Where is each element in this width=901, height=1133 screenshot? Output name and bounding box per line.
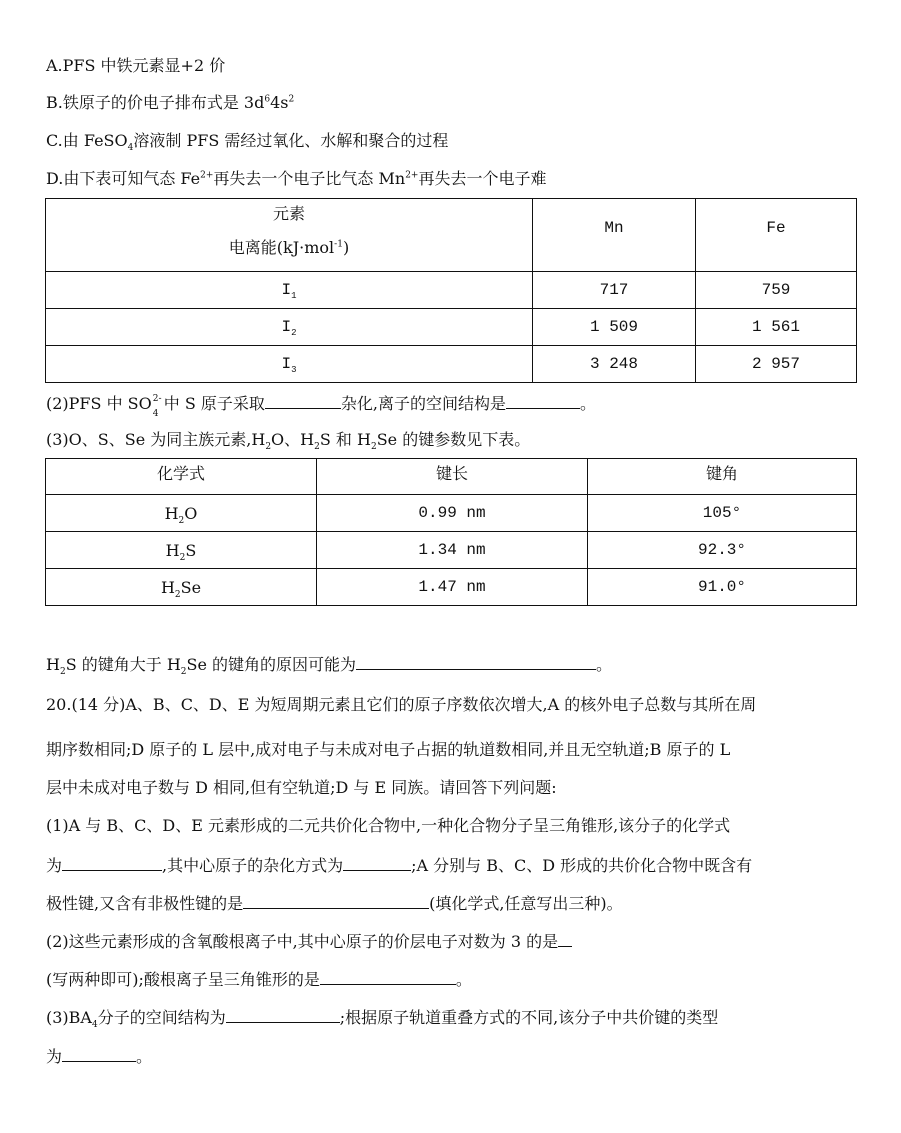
reason-line [46, 651, 612, 677]
q20-line-9 [46, 1004, 718, 1030]
q20-text-3: ;A 分别与 B、C、D 形成的共价化合物中既含有 [411, 856, 753, 875]
q20-text: (3)BA [46, 1008, 92, 1027]
cell-fe: 1 561 [696, 309, 857, 346]
bond-length-cell: 0.99 nm [317, 495, 588, 532]
answer-blank[interactable] [265, 390, 341, 409]
table-header-row [46, 199, 857, 272]
subscript: 2 [174, 589, 181, 600]
bond-angle-cell: 91.0° [588, 569, 857, 606]
option-c [46, 129, 448, 153]
formula-cell [46, 532, 317, 569]
subscript: 3 [291, 365, 297, 376]
q20-text: (1)A 与 B、C、D、E 元素形成的二元共价化合物中,一种化合物分子呈三角锥形,该分子的化学式 [46, 816, 731, 835]
subscript: 2 [265, 442, 272, 453]
q20-text: 极性键,又含有非极性键的是 [46, 894, 244, 913]
table-row [46, 495, 857, 532]
formula-text-2: S [185, 540, 197, 560]
q20-line-7 [46, 928, 572, 954]
table-row [46, 309, 857, 346]
answer-blank[interactable] [320, 966, 456, 985]
formula-text: H [160, 577, 175, 597]
bond-angle-cell: 105° [588, 495, 857, 532]
subscript: 4 [91, 1020, 98, 1031]
q20-line-3 [46, 776, 557, 800]
corner-bottom-label [46, 235, 532, 258]
reason-end: 。 [596, 655, 613, 674]
option-c-text-2: 溶液制 PFS 需经过氧化、水解和聚合的过程 [133, 131, 449, 150]
q20-text-2: (填化学式,任意写出三种)。 [429, 894, 623, 913]
row-label [46, 346, 533, 383]
option-a [46, 54, 225, 78]
column-header-fe: Fe [696, 199, 857, 272]
table-header-row [46, 459, 857, 495]
part-2-text: (2)PFS 中 SO [46, 394, 152, 413]
superscript: 2- [152, 394, 162, 404]
q20-text: (2)这些元素形成的含氧酸根离子中,其中心原子的价层电子对数为 3 的是 [46, 932, 559, 951]
answer-blank[interactable] [62, 852, 162, 871]
q20-text: 20.(14 分)A、B、C、D、E 为短周期元素且它们的原子序数依次增大,A 的核外电子总数与其所在周 [46, 695, 757, 714]
q20-text: 为 [46, 856, 63, 875]
table-row [46, 346, 857, 383]
q20-text: 期序数相同;D 原子的 L 层中,成对电子与未成对电子占据的轨道数相同,并且无空轨道;B 原子的 L [46, 740, 731, 759]
option-d-text-3: 再失去一个电子难 [418, 169, 547, 188]
option-b [46, 91, 294, 115]
bond-parameter-table [45, 458, 857, 606]
answer-blank[interactable] [62, 1043, 136, 1062]
q20-line-4 [46, 814, 730, 838]
cell-mn: 3 248 [533, 346, 696, 383]
part-3-text-3: S 和 H [319, 430, 371, 449]
formula-text-2: Se [180, 577, 202, 597]
subscript: 2 [178, 515, 185, 526]
option-d [46, 167, 547, 191]
part-3-text-4: Se 的键参数见下表。 [376, 430, 531, 449]
part-2-line [46, 390, 596, 419]
superscript: 2+ [200, 170, 214, 181]
table-row [46, 569, 857, 606]
row-label-text: I [281, 355, 292, 373]
q20-text-2: 。 [136, 1047, 153, 1066]
reason-text-3: Se 的键角的原因可能为 [186, 655, 357, 674]
q20-line-2 [46, 738, 730, 762]
q20-text: (写两种即可);酸根离子呈三角锥形的是 [46, 970, 320, 989]
subscript: 2 [180, 667, 187, 678]
part-2-text-3: 杂化,离子的空间结构是 [340, 394, 506, 413]
reason-text: H [46, 655, 60, 674]
part-3-text-2: O、H [271, 430, 315, 449]
superscript: -1 [334, 239, 343, 250]
bond-length-cell: 1.47 nm [317, 569, 588, 606]
formula-text: H [165, 540, 180, 560]
q20-text-2: ,其中心原子的杂化方式为 [162, 856, 344, 875]
answer-blank[interactable] [558, 928, 572, 947]
q20-text: 层中未成对电子数与 D 相同,但有空轨道;D 与 E 同族。请回答下列问题: [46, 778, 557, 797]
answer-blank[interactable] [506, 390, 580, 409]
part-3-line [46, 428, 530, 452]
bond-length-cell: 1.34 nm [317, 532, 588, 569]
column-header-mn: Mn [533, 199, 696, 272]
row-label-text: I [281, 281, 292, 299]
formula-cell [46, 569, 317, 606]
cell-fe: 2 957 [696, 346, 857, 383]
formula-cell [46, 495, 317, 532]
row-label-text: I [281, 318, 292, 336]
superscript: 6 [264, 94, 271, 105]
option-b-text: B.铁原子的价电子排布式是 3d [46, 93, 265, 112]
option-a-text: A.PFS 中铁元素显+2 价 [46, 56, 226, 75]
cell-mn: 717 [533, 272, 696, 309]
ionization-energy-table [45, 198, 857, 383]
q20-text: 为 [46, 1047, 63, 1066]
subscript: 4 [152, 409, 159, 419]
corner-top-label: 元素 [272, 204, 305, 223]
answer-blank[interactable] [243, 890, 429, 909]
subscript: 1 [291, 291, 297, 302]
q20-line-10 [46, 1043, 152, 1069]
corner-bottom-text: 电离能(kJ·mol [228, 238, 335, 257]
q20-text-3: ;根据原子轨道重叠方式的不同,该分子中共价键的类型 [339, 1008, 719, 1027]
subscript: 4 [127, 143, 134, 154]
header-bond-angle: 键角 [588, 459, 857, 495]
reason-text-2: S 的键角大于 H [65, 655, 181, 674]
q20-text-2: 。 [455, 970, 472, 989]
formula-text-2: O [184, 503, 198, 523]
subscript: 2 [59, 667, 66, 678]
part-2-text-2: 中 S 原子采取 [163, 394, 265, 413]
sulfate-charge [152, 393, 164, 419]
superscript: 2+ [405, 170, 419, 181]
cell-fe: 759 [696, 272, 857, 309]
option-c-text: C.由 FeSO [46, 131, 128, 150]
option-b-text-2: 4s [270, 93, 289, 112]
bond-angle-cell: 92.3° [588, 532, 857, 569]
q20-line-1 [46, 693, 756, 717]
subscript: 2 [291, 328, 297, 339]
header-bond-length: 键长 [317, 459, 588, 495]
superscript: 2 [288, 94, 295, 105]
answer-blank[interactable] [356, 651, 596, 670]
part-2-end: 。 [579, 394, 596, 413]
formula-text: H [164, 503, 179, 523]
answer-blank[interactable] [226, 1004, 340, 1023]
q20-line-8 [46, 966, 472, 992]
header-formula: 化学式 [46, 459, 317, 495]
subscript: 2 [314, 442, 320, 453]
q20-text-2: 分子的空间结构为 [97, 1008, 226, 1027]
subscript: 2 [370, 442, 377, 453]
q20-line-5 [46, 852, 752, 878]
corner-bottom-text-2: ) [342, 238, 350, 257]
corner-cell [46, 199, 533, 272]
option-d-text: D.由下表可知气态 Fe [46, 169, 201, 188]
answer-blank[interactable] [343, 852, 411, 871]
subscript: 2 [179, 552, 186, 563]
table-row [46, 272, 857, 309]
row-label [46, 272, 533, 309]
part-3-text: (3)O、S、Se 为同主族元素,H [46, 430, 266, 449]
q20-line-6 [46, 890, 623, 916]
cell-mn: 1 509 [533, 309, 696, 346]
option-d-text-2: 再失去一个电子比气态 Mn [213, 169, 406, 188]
table-row [46, 532, 857, 569]
row-label [46, 309, 533, 346]
